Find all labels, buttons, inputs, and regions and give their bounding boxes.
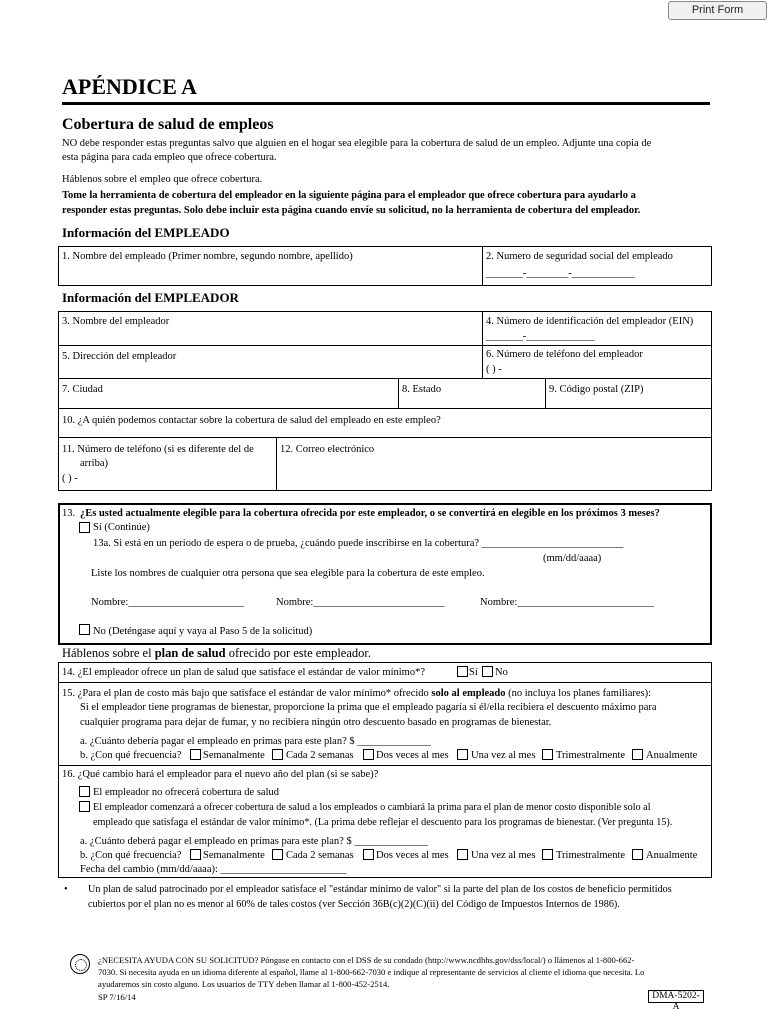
q13-list-text: Liste los nombres de cualquier otra persona que sea elegible para la cobertura de este empleo. <box>91 568 485 579</box>
q15-weekly-checkbox[interactable] <box>190 749 201 760</box>
footnote-bullet: • <box>64 884 68 895</box>
q14-no-label: No <box>495 667 508 678</box>
field-state[interactable]: 8. Estado <box>402 384 442 395</box>
q13-number: 13. <box>62 508 76 519</box>
field-employer-phone[interactable]: 6. Número de teléfono del empleador <box>486 349 643 360</box>
help-line-1: ¿NECESITA AYUDA CON SU SOLICITUD? Póngase en contacto con el DSS de su condado (http://www.ncdhhs.gov/dss/local/) o llámenos al 1-800-662- <box>98 955 635 965</box>
nc-seal-icon <box>70 954 90 974</box>
q14-yes-label: Sí <box>469 667 478 678</box>
help-line-2: 7030. Si necesita ayuda en un idioma diferente al español, llame al 1-800-662-7030 e indique al representante de servicios al cliente el idioma que necesita. Lo <box>98 967 645 977</box>
q15-bold: solo al empleado <box>431 688 506 699</box>
divider <box>545 378 546 408</box>
q13-yes-label: Sí (Continúe) <box>93 522 150 533</box>
employee-heading: Información del EMPLEADO <box>62 225 230 240</box>
q16-premium[interactable]: a. ¿Cuánto deberá pagar el empleado en primas para este plan? $ ______________ <box>80 836 428 847</box>
intro-line-1: NO debe responder estas preguntas salvo que alguien en el hogar sea elegible para la cobertura de salud de un empleo. Adjunte una copia de <box>62 138 652 149</box>
q16-weekly-checkbox[interactable] <box>190 849 201 860</box>
divider <box>398 378 399 408</box>
q13-name-2[interactable]: Nombre:_________________________ <box>276 597 445 608</box>
q16-monthly-checkbox[interactable] <box>457 849 468 860</box>
q16-weekly-label: Semanalmente <box>203 850 265 861</box>
q15-quarterly-label: Trimestralmente <box>556 750 626 761</box>
help-line-3: ayudaremos sin costo alguno. Los usuarios de TTY deben llamar al 1-800-452-2514. <box>98 979 390 989</box>
divider <box>276 437 277 491</box>
q15-biweekly-checkbox[interactable] <box>272 749 283 760</box>
page-title: APÉNDICE A <box>62 74 198 99</box>
divider <box>58 378 712 379</box>
plan-heading-pre: Háblenos sobre el <box>62 646 155 660</box>
field-employer-address[interactable]: 5. Dirección del empleador <box>62 351 177 362</box>
field-zip[interactable]: 9. Código postal (ZIP) <box>549 384 644 395</box>
plan-heading <box>62 645 371 661</box>
q16-biweekly-label: Cada 2 semanas <box>286 850 354 861</box>
q15-biweekly-label: Cada 2 semanas <box>286 750 354 761</box>
q16-quarterly-label: Trimestralmente <box>556 850 626 861</box>
ein-blank[interactable]: _______-_____________ <box>486 331 595 342</box>
q15-line-2: Si el empleador tiene programas de bienestar, proporcione la prima que el empleado pagaría si él/ella recibiera el descuento máximo para <box>80 702 657 713</box>
q14-text: 14. ¿El empleador ofrece un plan de salud que satisface el estándar de valor mínimo*? <box>62 667 425 678</box>
print-form-button[interactable]: Print Form <box>668 1 767 20</box>
q15-premium[interactable]: a. ¿Cuánto debería pagar el empleado en primas para este plan? $ ______________ <box>80 736 431 747</box>
q16-change-label: El empleador comenzará a ofrecer cobertura de salud a los empleados o cambiará la prima para el plan de menor costo disponible solo al <box>93 802 651 813</box>
q13-name-3[interactable]: Nombre:__________________________ <box>480 597 654 608</box>
q16-biweekly-checkbox[interactable] <box>272 849 283 860</box>
field-city[interactable]: 7. Ciudad <box>62 384 103 395</box>
form-code: DMA-5202-A <box>648 990 704 1003</box>
q15-quarterly-checkbox[interactable] <box>542 749 553 760</box>
divider <box>482 311 483 378</box>
q13-question: ¿Es usted actualmente elegible para la cobertura ofrecida por este empleador, o se convertirá en elegible en los próximos 3 meses? <box>80 508 660 519</box>
q16-change-label-2: empleado que satisfaga el estándar de valor mínimo*. (La prima debe reflejar el descuento para los programas de bienestar. (Ver pregunta 15). <box>93 817 673 828</box>
q16-quarterly-checkbox[interactable] <box>542 849 553 860</box>
divider <box>58 408 712 409</box>
q15-line-3: cualquier programa para dejar de fumar, y no recibiera ningún otro descuento basado en programas de bienestar. <box>80 717 552 728</box>
q15-post: (no incluya los planes familiares): <box>505 688 652 699</box>
ssn-blank[interactable]: _______-________-____________ <box>486 268 635 279</box>
intro-line-2: esta página para cada empleo que ofrece cobertura. <box>62 152 277 163</box>
q16-frequency-label: b. ¿Con qué frecuencia? <box>80 850 182 861</box>
q16-annually-label: Anualmente <box>646 850 698 861</box>
field-email[interactable]: 12. Correo electrónico <box>280 444 375 455</box>
q15-twice-month-checkbox[interactable] <box>363 749 374 760</box>
footnote-line-2: cubiertos por el plan no es menor al 60% de tales costos (ver Sección 36B(c)(2)(C)(ii) del Código de Impuestos Internos de 1986). <box>88 899 620 910</box>
q16-text: 16. ¿Qué cambio hará el empleador para el nuevo año del plan (si se sabe)? <box>62 769 379 780</box>
field-contact-phone-cont: arriba) <box>80 458 108 469</box>
divider <box>58 437 712 438</box>
q16-no-coverage-checkbox[interactable] <box>79 786 90 797</box>
q16-twice-month-checkbox[interactable] <box>363 849 374 860</box>
field-ein[interactable]: 4. Número de identificación del empleador (EIN) <box>486 316 694 327</box>
intro-line-3: Háblenos sobre el empleo que ofrece cobertura. <box>62 174 263 185</box>
plan-heading-bold: plan de salud <box>154 646 226 660</box>
q16-change-date[interactable]: Fecha del cambio (mm/dd/aaaa): ________________________ <box>80 864 347 875</box>
employer-table <box>58 311 712 491</box>
intro-line-4: Tome la herramienta de cobertura del empleador en la siguiente página para el empleador que ofrece cobertura para ayudarlo a <box>62 190 636 201</box>
divider <box>482 246 483 286</box>
q14-yes-checkbox[interactable] <box>457 666 468 677</box>
q15-annually-checkbox[interactable] <box>632 749 643 760</box>
q13a-text[interactable]: 13a. Si está en un periodo de espera o de prueba, ¿cuándo puede inscribirse en la cobertura? ___________________________ <box>93 538 624 549</box>
q15-monthly-checkbox[interactable] <box>457 749 468 760</box>
title-rule <box>62 102 710 105</box>
field-employee-name[interactable]: 1. Nombre del empleado (Primer nombre, segundo nombre, apellido) <box>62 251 353 262</box>
employer-heading: Información del EMPLEADOR <box>62 290 239 305</box>
q16-monthly-label: Una vez al mes <box>471 850 536 861</box>
q15-annually-label: Anualmente <box>646 750 698 761</box>
employer-phone-blank[interactable]: ( ) - <box>486 364 502 375</box>
q13-yes-checkbox[interactable] <box>79 522 90 533</box>
q13-no-label: No (Deténgase aquí y vaya al Paso 5 de la solicitud) <box>93 626 313 637</box>
q15-frequency-label: b. ¿Con qué frecuencia? <box>80 750 182 761</box>
section-title: Cobertura de salud de empleos <box>62 116 274 133</box>
contact-phone-blank[interactable]: ( ) - <box>62 473 78 484</box>
plan-heading-post: ofrecido por este empleador. <box>225 646 371 660</box>
q15-twice-month-label: Dos veces al mes <box>376 750 449 761</box>
divider <box>58 682 712 683</box>
q15-weekly-label: Semanalmente <box>203 750 265 761</box>
footnote-line-1: Un plan de salud patrocinado por el empleador satisface el "estándar mínimo de valor" si la parte del plan de los costos de beneficio permitidos <box>88 884 672 895</box>
field-ssn[interactable]: 2. Numero de seguridad social del empleado <box>486 251 673 262</box>
divider <box>58 345 712 346</box>
q16-change-checkbox[interactable] <box>79 801 90 812</box>
q13-name-1[interactable]: Nombre:______________________ <box>91 597 244 608</box>
q13a-date-hint: (mm/dd/aaaa) <box>543 553 602 564</box>
q13-no-checkbox[interactable] <box>79 624 90 635</box>
version: SP 7/16/14 <box>98 992 136 1002</box>
field-contact[interactable]: 10. ¿A quién podemos contactar sobre la cobertura de salud del empleado en este empleo? <box>62 415 441 426</box>
field-contact-phone[interactable]: 11. Número de teléfono (si es diferente del de <box>62 444 254 455</box>
intro-line-5: responder estas preguntas. Solo debe incluir esta página cuando envíe su solicitud, no la herramienta de cobertura del empleador. <box>62 205 641 216</box>
field-employer-name[interactable]: 3. Nombre del empleador <box>62 316 170 327</box>
q15-pre: 15. ¿Para el plan de costo más bajo que satisface el estándar de valor mínimo* ofrecido <box>62 688 432 699</box>
q14-no-checkbox[interactable] <box>482 666 493 677</box>
q16-twice-month-label: Dos veces al mes <box>376 850 449 861</box>
q16-no-coverage-label: El empleador no ofrecerá cobertura de salud <box>93 787 279 798</box>
q15-text <box>62 687 651 701</box>
divider <box>58 765 712 766</box>
q16-annually-checkbox[interactable] <box>632 849 643 860</box>
q15-monthly-label: Una vez al mes <box>471 750 536 761</box>
